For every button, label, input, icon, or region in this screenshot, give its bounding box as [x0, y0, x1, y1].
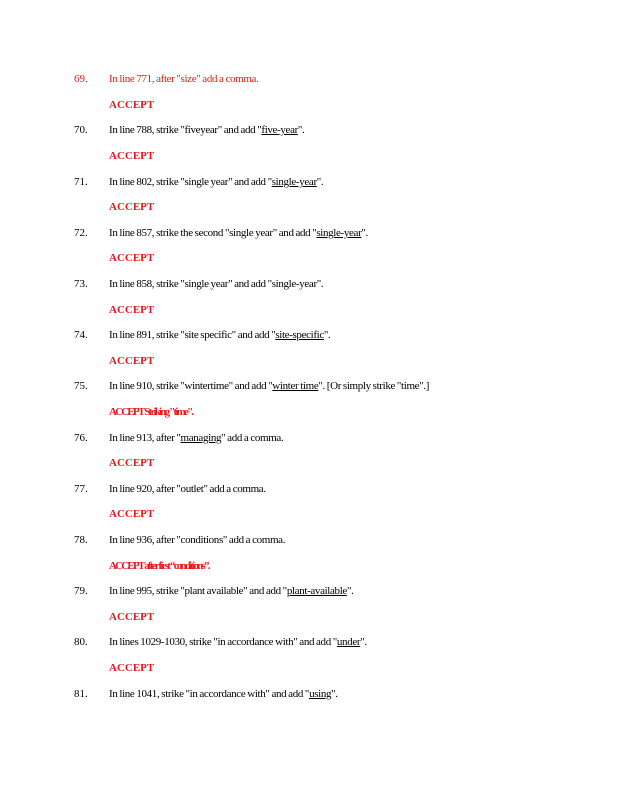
item-text: In line 1041, strike "in accordance with" and add "using". [109, 688, 338, 700]
list-item [0, 123, 618, 139]
item-number: 69. [74, 73, 88, 85]
response-label: ACCEPT [109, 508, 155, 520]
item-text: In lines 1029-1030, strike "in accordance with" and add "under". [109, 636, 367, 648]
response-label: ACCEPT [109, 611, 155, 623]
item-text: In line 920, after "outlet" add a comma. [109, 483, 266, 495]
response-row [0, 507, 618, 523]
item-number: 72. [74, 227, 88, 239]
response-label: ACCEPT [109, 457, 155, 469]
underlined-term: under [336, 636, 361, 648]
underlined-term: site-specific [275, 329, 324, 341]
item-number: 79. [74, 585, 88, 597]
underlined-term: five-year [261, 124, 298, 136]
underlined-term: single-year [271, 176, 317, 188]
response-row [0, 610, 618, 626]
response-row [0, 354, 618, 370]
item-text: In line 913, after "managing" add a comma. [109, 432, 284, 444]
list-item [0, 328, 618, 344]
item-text: In line 936, after "conditions" add a comma. [109, 534, 286, 546]
item-number: 78. [74, 534, 88, 546]
response-row [0, 200, 618, 216]
item-text: In line 858, strike "single year" and add "single-year". [109, 278, 324, 290]
response-row [0, 303, 618, 319]
item-text: In line 857, strike the second "single year" and add "single-year". [109, 227, 368, 239]
response-label: ACCEPT [109, 201, 155, 213]
list-item [0, 635, 618, 651]
item-number: 71. [74, 176, 88, 188]
response-row [0, 405, 618, 421]
list-item [0, 277, 618, 293]
list-item [0, 379, 618, 395]
response-row [0, 559, 618, 575]
item-text: In line 995, strike "plant available" and add "plant-available". [109, 585, 354, 597]
underlined-term: using [309, 688, 332, 700]
response-label: ACCEPT [109, 304, 155, 316]
item-text: In line 771, after "size" add a comma. [109, 73, 259, 85]
underlined-term: plant-available [286, 585, 347, 597]
item-number: 81. [74, 688, 88, 700]
list-item [0, 482, 618, 498]
item-number: 80. [74, 636, 88, 648]
list-item [0, 533, 618, 549]
underlined-term: managing [180, 432, 222, 444]
response-label: ACCEPT [109, 662, 155, 674]
response-label: ACCEPT [109, 252, 155, 264]
list-item [0, 687, 618, 703]
underlined-term: single-year [316, 227, 362, 239]
response-note: Striking "time". [144, 406, 193, 418]
response-row [0, 98, 618, 114]
response-label: ACCEPT [109, 355, 155, 367]
item-number: 76. [74, 432, 88, 444]
response-row [0, 661, 618, 677]
list-item [0, 584, 618, 600]
item-text: In line 802, strike "single year" and add "single-year". [109, 176, 324, 188]
list-item [0, 431, 618, 447]
response-row [0, 251, 618, 267]
item-number: 70. [74, 124, 88, 136]
list-item [0, 175, 618, 191]
response-note: after first “conditions”. [144, 560, 209, 572]
item-number: 73. [74, 278, 88, 290]
response-label: ACCEPT [109, 99, 155, 111]
response-label: ACCEPT after first “conditions”. [109, 560, 209, 572]
item-number: 77. [74, 483, 88, 495]
response-label: ACCEPT Striking "time". [109, 406, 193, 418]
response-row [0, 149, 618, 165]
underlined-term: winter time [272, 380, 319, 392]
response-row [0, 456, 618, 472]
list-item [0, 226, 618, 242]
item-text: In line 891, strike "site specific" and add "site-specific". [109, 329, 331, 341]
item-text: In line 788, strike "fiveyear" and add "five-year". [109, 124, 305, 136]
list-item [0, 72, 618, 88]
item-text: In line 910, strike "wintertime" and add "winter time". [Or simply strike "time".] [109, 380, 430, 392]
item-number: 74. [74, 329, 88, 341]
response-label: ACCEPT [109, 150, 155, 162]
item-number: 75. [74, 380, 88, 392]
